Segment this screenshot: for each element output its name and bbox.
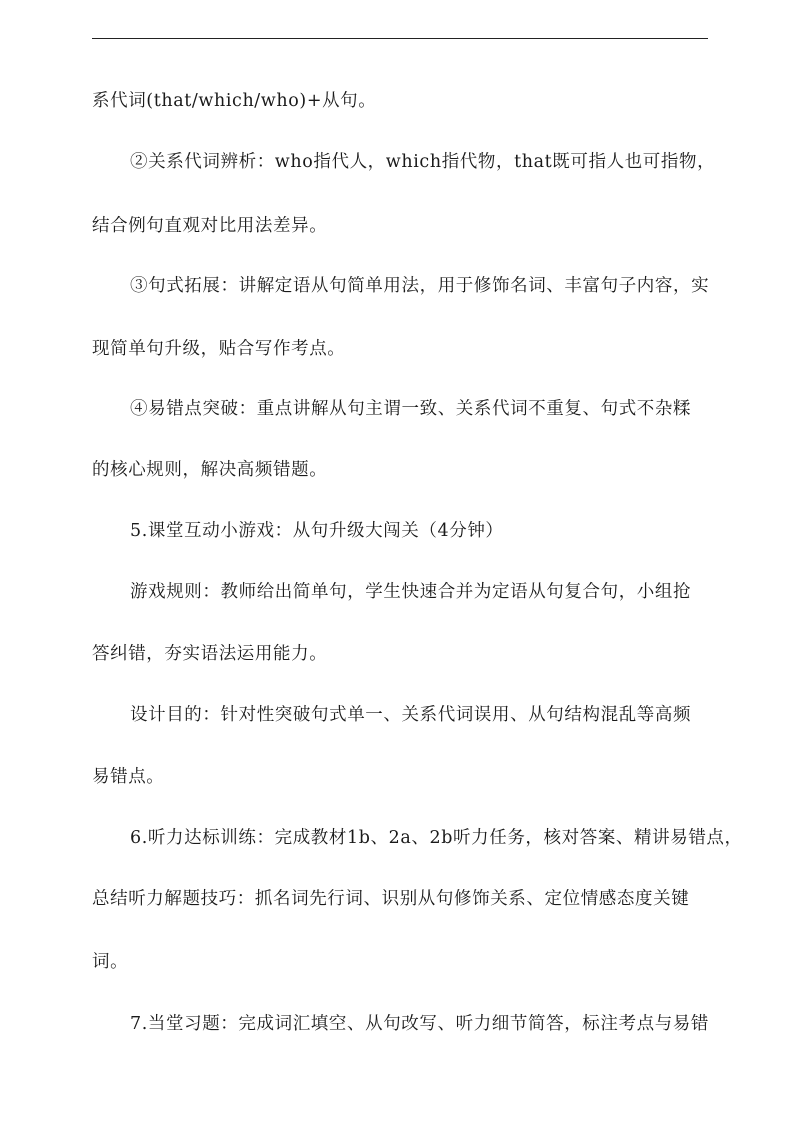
- body-line-1: 系代词(that/which/who)+从句。: [92, 91, 377, 111]
- body-line-5: 现简单句升级，贴合写作考点。: [92, 339, 346, 359]
- body-line-6: ④易错点突破：重点讲解从句主谓一致、关系代词不重复、句式不杂糅: [130, 399, 692, 419]
- body-line-15: 词。: [92, 952, 129, 972]
- section-heading-5: 5.课堂互动小游戏：从句升级大闯关（4分钟）: [130, 521, 504, 541]
- section-heading-7: 7.当堂习题：完成词汇填空、从句改写、听力细节简答，标注考点与易错: [130, 1014, 709, 1034]
- body-line-7: 的核心规则，解决高频错题。: [92, 460, 328, 480]
- body-line-11: 设计目的：针对性突破句式单一、关系代词误用、从句结构混乱等高频: [130, 705, 692, 725]
- body-line-3: 结合例句直观对比用法差异。: [92, 216, 328, 236]
- header-rule: [92, 38, 708, 39]
- section-heading-6: 6.听力达标训练：完成教材1b、2a、2b听力任务，核对答案、精讲易错点，: [130, 828, 743, 848]
- body-line-4: ③句式拓展：讲解定语从句简单用法，用于修饰名词、丰富句子内容，实: [130, 276, 710, 296]
- body-line-9: 游戏规则：教师给出简单句，学生快速合并为定语从句复合句，小组抢: [130, 582, 692, 602]
- body-line-2: ②关系代词辨析：who指代人，which指代物，that既可指人也可指物，: [130, 152, 716, 172]
- body-line-14: 总结听力解题技巧：抓名词先行词、识别从句修饰关系、定位情感态度关键: [92, 889, 690, 909]
- body-line-10: 答纠错，夯实语法运用能力。: [92, 644, 328, 664]
- body-line-12: 易错点。: [92, 767, 165, 787]
